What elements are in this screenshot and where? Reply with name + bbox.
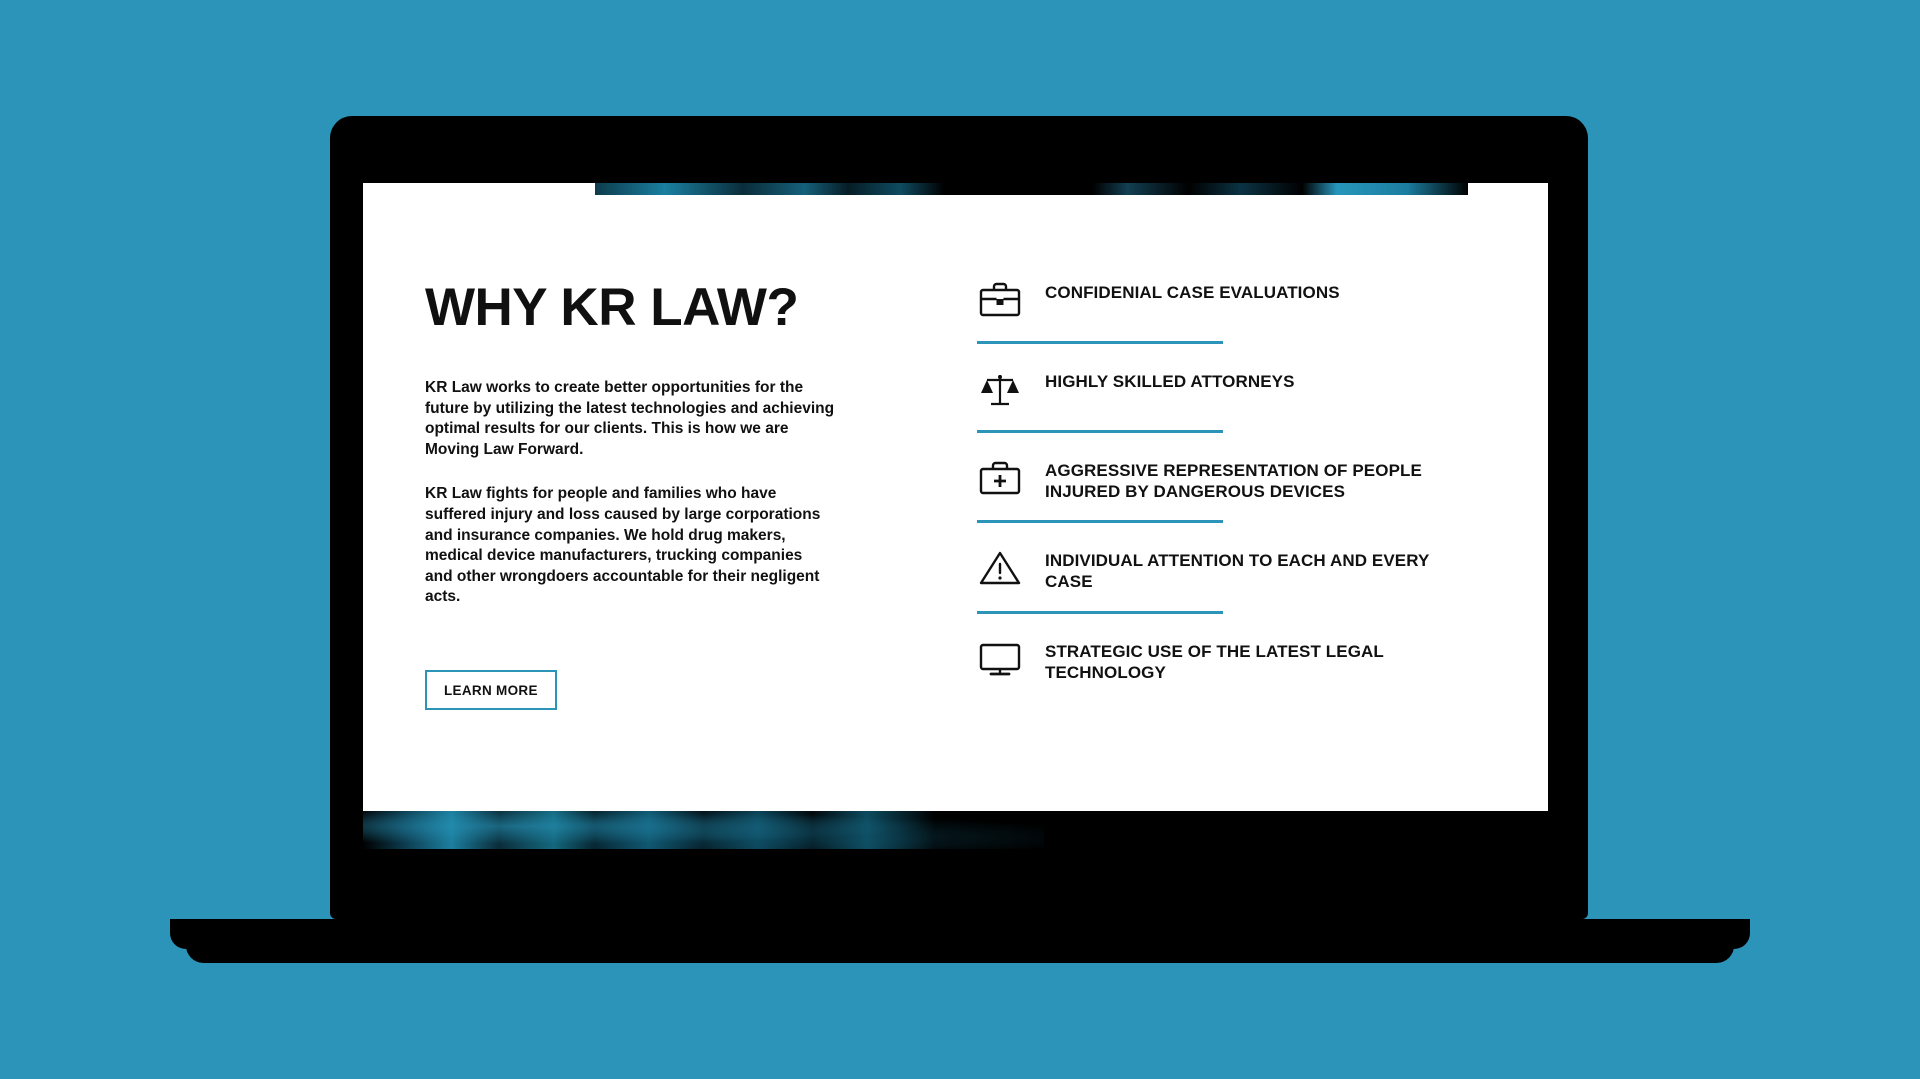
- medical-kit-icon: [977, 455, 1023, 501]
- feature-item-aggressive-representation[interactable]: [977, 453, 1484, 520]
- feature-item-strategic-technology[interactable]: [977, 634, 1484, 701]
- why-kr-law-section: [363, 183, 1548, 849]
- feature-divider: [977, 611, 1223, 614]
- feature-label: INDIVIDUAL ATTENTION TO EACH AND EVERY CASE: [1045, 551, 1430, 592]
- feature-label: STRATEGIC USE OF THE LATEST LEGAL TECHNOLOGY: [1045, 641, 1384, 682]
- feature-label: HIGHLY SKILLED ATTORNEYS: [1045, 372, 1295, 391]
- scales-icon: [977, 366, 1023, 412]
- learn-more-button[interactable]: LEARN MORE: [425, 670, 557, 710]
- monitor-icon: [977, 636, 1023, 682]
- intro-paragraph-2: KR Law fights for people and families who have suffered injury and loss caused by large corporations and insurance companies. We hold drug makers, medical device manufacturers, trucking companies and other wrongdoers accountable for their negligent acts.: [425, 485, 821, 606]
- feature-divider: [977, 430, 1223, 433]
- briefcase-icon: [977, 277, 1023, 323]
- website-viewport: [363, 183, 1548, 849]
- laptop-base: [170, 919, 1750, 949]
- feature-item-confidential-case-evaluations[interactable]: [977, 275, 1484, 341]
- feature-item-highly-skilled-attorneys[interactable]: [977, 364, 1484, 430]
- feature-divider: [977, 341, 1223, 344]
- feature-list: [895, 261, 1484, 849]
- section-left-column: [425, 261, 895, 849]
- feature-label: CONFIDENIAL CASE EVALUATIONS: [1045, 283, 1340, 302]
- feature-item-individual-attention[interactable]: [977, 543, 1484, 610]
- warning-triangle-icon: [977, 545, 1023, 591]
- feature-label: AGGRESSIVE REPRESENTATION OF PEOPLE INJURED BY DANGEROUS DEVICES: [1045, 461, 1422, 501]
- intro-paragraph-1: KR Law works to create better opportunities for the future by utilizing the latest technologies and achieving optimal results for our clients. This is how we are Moving Law Forward.: [425, 379, 835, 458]
- page-title: WHY KR LAW?: [425, 278, 799, 337]
- feature-divider: [977, 520, 1223, 523]
